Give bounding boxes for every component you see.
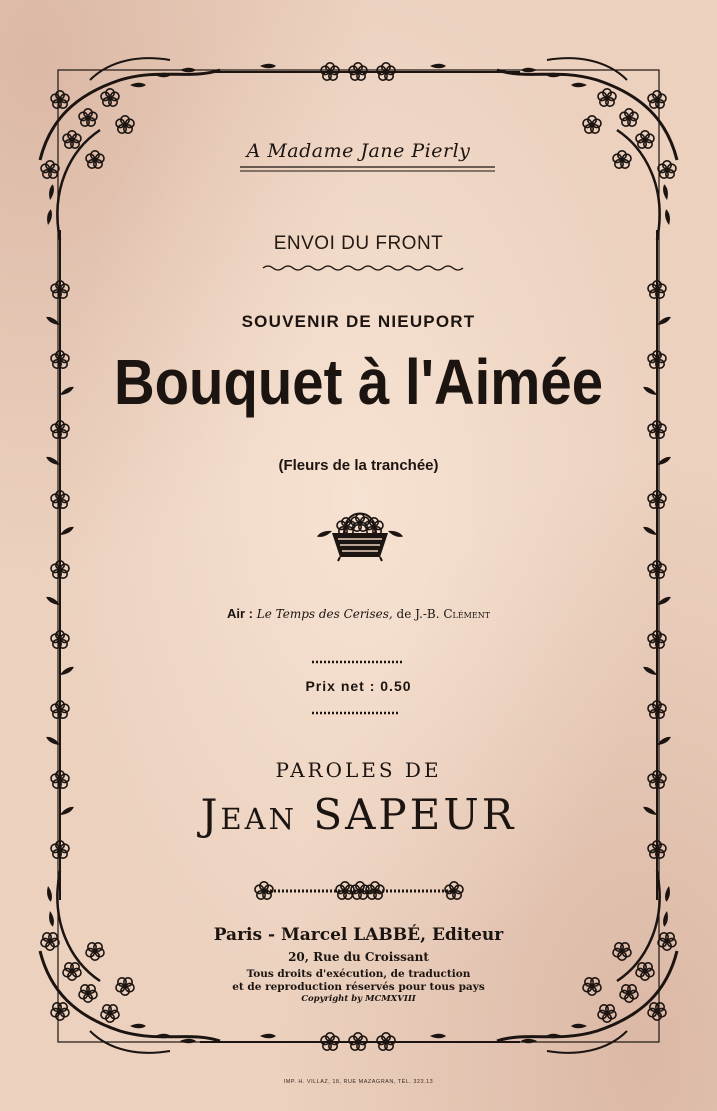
- song-title: Bouquet à l'Aimée: [113, 346, 604, 418]
- lyrics-credit-label: PAROLES DE: [275, 758, 442, 782]
- rights-notice: [0, 968, 717, 994]
- publisher: Paris - Marcel LABBÉ, Editeur: [213, 925, 504, 945]
- ornament-rule: [255, 882, 463, 899]
- author-name: Jean SAPEUR: [200, 790, 517, 839]
- rights-line-2: et de reproduction réservés pour tous pays: [232, 981, 485, 993]
- air-line: [0, 606, 717, 621]
- publisher-address: 20, Rue du Croissant: [288, 950, 429, 964]
- air-composer-prefix: de J.-B.: [396, 607, 440, 621]
- song-subtitle: (Fleurs de la tranchée): [278, 457, 439, 474]
- price: Prix net : 0.50: [305, 678, 412, 694]
- section-heading: ENVOI DU FRONT: [273, 233, 444, 254]
- dedication: A Madame Jane Pierly: [246, 140, 471, 162]
- air-song: Le Temps des Cerises,: [256, 607, 393, 621]
- air-composer: Clément: [443, 607, 491, 621]
- flower-basket-icon: [316, 514, 404, 562]
- rights-line-1: Tous droits d'exécution, de traduction: [246, 968, 471, 980]
- souvenir-line: SOUVENIR DE NIEUPORT: [241, 312, 476, 331]
- copyright: Copyright by MCMXVIII: [301, 994, 416, 1004]
- air-label: Air :: [226, 606, 253, 621]
- printer-imprint: IMP. H. VILLAZ, 18, RUE MAZAGRAN, TÉL. 323.13: [283, 1079, 434, 1085]
